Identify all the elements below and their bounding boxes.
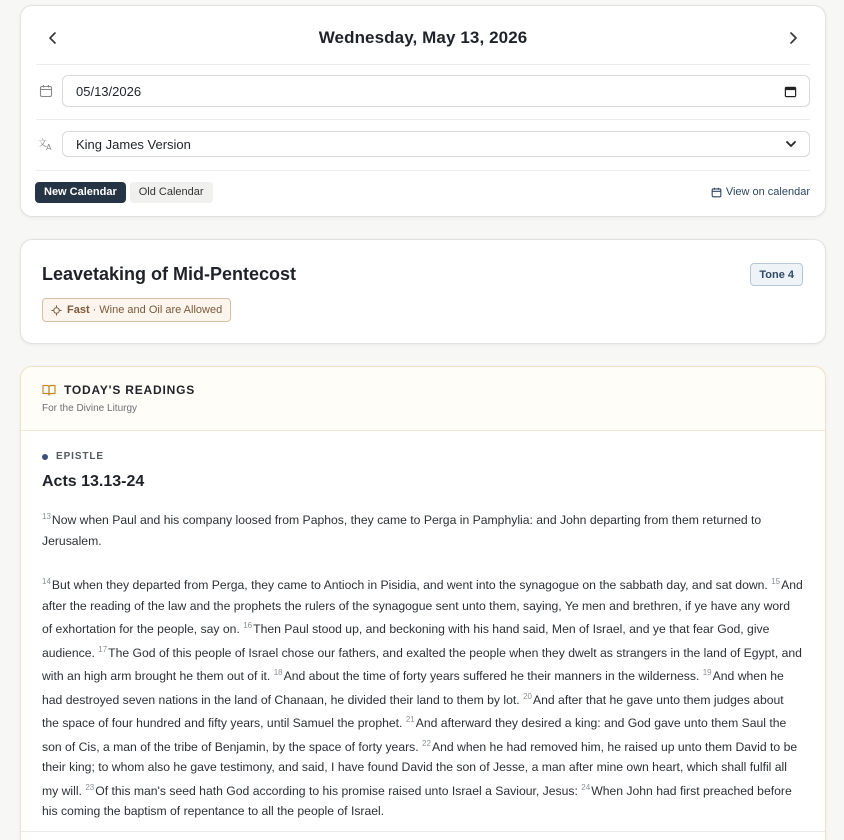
reading-paragraph xyxy=(42,507,803,551)
readings-subtitle: For the Divine Liturgy xyxy=(42,403,138,414)
feast-card xyxy=(20,239,826,344)
translation-select-value: King James Version xyxy=(76,136,191,152)
epistle-dot-icon xyxy=(42,454,48,460)
verse-text: And when he had destroyed seven nations in the land of Chanaan, he divided their land to them by lot. xyxy=(42,669,784,707)
verse-text: And after that he gave unto them judges about the space of four hundred and fifty years, until Samuel the prophet. xyxy=(42,692,784,730)
new-calendar-button[interactable]: New Calendar xyxy=(35,182,126,203)
view-on-calendar-label: View on calendar xyxy=(725,186,810,198)
view-on-calendar-link[interactable] xyxy=(711,186,810,198)
fast-separator: · xyxy=(92,304,97,316)
verse-text: Now when Paul and his company loosed from Paphos, they came to Perga in Pamphylia: and John departing from them returned to Jerusalem. xyxy=(42,513,762,548)
verse-number: 18 xyxy=(273,668,283,677)
feast-title: Leavetaking of Mid-Pentecost xyxy=(42,264,297,284)
next-day-button[interactable] xyxy=(781,26,805,50)
date-card xyxy=(20,5,826,217)
verse-number: 21 xyxy=(405,715,415,724)
verse-text: Then Paul stood up, and beckoning with his hand said, Men of Israel, and ye that fear God, give audience. xyxy=(42,622,770,660)
verse-number: 19 xyxy=(702,668,712,677)
verse-number: 17 xyxy=(98,644,108,654)
chevron-down-icon xyxy=(785,138,797,150)
calendar-icon xyxy=(36,81,56,101)
divider xyxy=(36,170,810,171)
book-open-icon xyxy=(42,384,56,396)
calendar-icon xyxy=(711,187,722,198)
reading-paragraph xyxy=(42,572,803,822)
calendar-picker-icon[interactable] xyxy=(784,85,797,98)
date-input-value: 05/13/2026 xyxy=(76,83,142,99)
translation-row xyxy=(36,131,810,157)
translate-icon xyxy=(36,134,56,154)
readings-title-text: TODAY'S READINGS xyxy=(64,383,196,397)
fast-badge xyxy=(42,298,231,322)
verse-number: 14 xyxy=(42,577,51,586)
date-nav xyxy=(21,18,825,58)
old-calendar-button[interactable]: Old Calendar xyxy=(130,182,213,203)
verse-text: Of this man's seed hath God according to his promise raised unto Israel a Saviour, Jesus: xyxy=(95,783,578,798)
verse-text: And afterward they desired a king: and God gave unto them Saul the son of Cis, a man of the tribe of Benjamin, by the space of forty years. xyxy=(42,716,787,754)
chevron-left-icon xyxy=(46,31,60,45)
verse-text: And about the time of forty years suffered he their manners in the wilderness. xyxy=(283,669,700,683)
divider xyxy=(36,119,810,120)
verse-number: 24 xyxy=(581,782,591,792)
verse-text: But when they departed from Perga, they came to Antioch in Pisidia, and went into the synagogue on the sabbath day, and sat down. xyxy=(51,578,768,592)
verse-number: 20 xyxy=(523,691,532,701)
fast-icon xyxy=(51,305,62,316)
divider xyxy=(36,64,810,65)
chevron-right-icon xyxy=(786,31,800,45)
reading-text xyxy=(42,507,803,840)
verse-number: 23 xyxy=(85,782,95,792)
verse-number: 15 xyxy=(771,577,781,586)
readings-header xyxy=(21,367,825,431)
verse-number: 22 xyxy=(422,738,431,748)
readings-card xyxy=(20,366,826,840)
verse-text: And when he had removed him, he raised up unto them David to be their king; to whom also he gave testimony, and said, I have found David the son of Jesse, a man after mine own heart, which shall fulfil all my will. xyxy=(42,739,798,798)
section-label-text: EPISTLE xyxy=(56,451,104,462)
section-label-epistle xyxy=(42,451,104,462)
tone-badge: Tone 4 xyxy=(750,263,803,286)
fast-detail: Wine and Oil are Allowed xyxy=(99,304,223,316)
verse-text: The God of this people of Israel chose our fathers, and exalted the people when they dwelt as strangers in the land of Egypt, and with an high arm brought he them out of it. xyxy=(42,645,802,683)
prev-day-button[interactable] xyxy=(41,26,65,50)
date-input[interactable] xyxy=(62,75,810,107)
translation-select[interactable] xyxy=(62,131,810,157)
verse-text: And after the reading of the law and the prophets the rulers of the synagogue sent unto them, saying, Ye men and brethren, if ye have any word of exhortation for the people, say on. xyxy=(42,578,803,636)
verse-number: 13 xyxy=(42,512,51,521)
calendar-toggle xyxy=(35,181,810,203)
reading-reference: Acts 13.13-24 xyxy=(42,473,145,490)
divider xyxy=(21,831,825,832)
verse-number: 16 xyxy=(243,621,253,630)
page-title: Wednesday, May 13, 2026 xyxy=(318,28,528,47)
svg-text:文: 文 xyxy=(38,139,48,149)
verse-text: When John had first preached before his coming the baptism of repentance to all the people of Israel. xyxy=(42,783,792,818)
svg-text:A: A xyxy=(46,143,52,151)
date-row xyxy=(36,75,810,107)
fast-label: Fast xyxy=(67,304,90,316)
readings-title xyxy=(42,383,195,397)
